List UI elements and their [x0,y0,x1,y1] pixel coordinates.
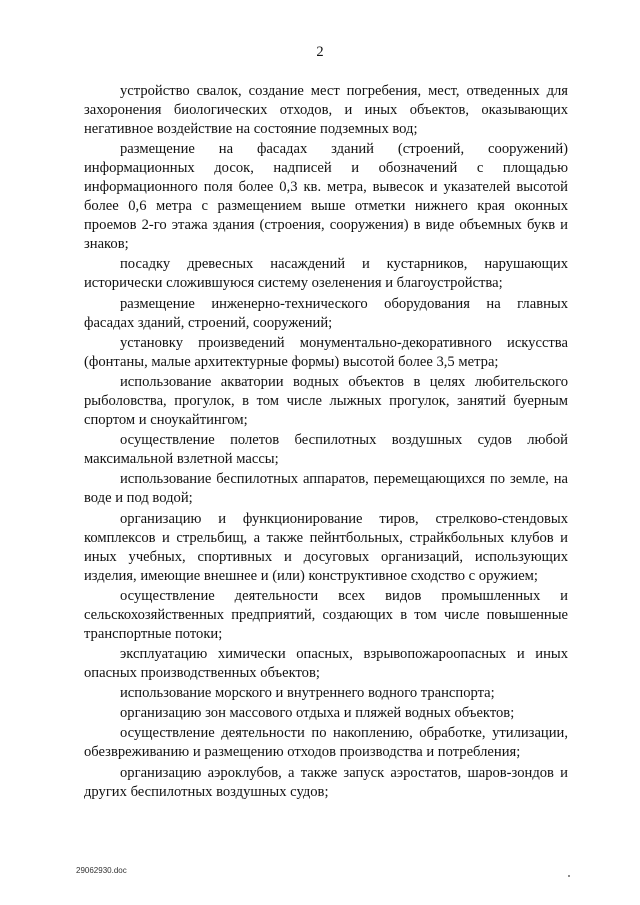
paragraph-2: размещение на фасадах зданий (строений, сооружений) информационных досок, надписей и обозначений с площадью информационного поля более 0,3 кв. метра, вывесок и указателей высотой более 0,6 метра с размещением выше отметки нижнего края оконных проемов 2-го этажа здания (строения, сооружения) в виде объемных букв и знаков; [84,141,568,253]
paragraph-4: размещение инженерно-технического оборудования на главных фасадах зданий, строений, сооружений; [84,295,568,331]
file-name-footer: 29062930.doc [76,866,127,875]
paragraph-1: устройство свалок, создание мест погребения, мест, отведенных для захоронения биологических отходов, и иных объектов, оказывающих негативное воздействие на состояние подземных вод; [84,83,568,137]
paragraph-13: организацию зон массового отдыха и пляжей водных объектов; [120,705,515,722]
scan-dot [568,875,570,877]
paragraph-10: осуществление деятельности всех видов промышленных и сельскохозяйственных предприятий, создающих в том числе повышенные транспортные потоки; [84,587,568,642]
paragraph-7: осуществление полетов беспилотных воздушных судов любой максимальной взлетной массы; [84,432,568,468]
document-body [84,82,568,803]
page-number: 2 [316,44,324,60]
paragraph-8: использование беспилотных аппаратов, перемещающихся по земле, на воде и под водой; [84,471,568,507]
paragraph-9: организацию и функционирование тиров, стрелково-стендовых комплексов и стрельбищ, а также пейнтбольных, страйкбольных клубов и иных учебных, спортивных и досуговых организаций, использующих изделия, имеющие внешнее и (или) конструктивное сходство с оружием; [84,510,568,584]
paragraph-11: эксплуатацию химически опасных, взрывопожароопасных и иных опасных производственных объектов; [84,645,568,681]
paragraph-3: посадку древесных насаждений и кустарников, нарушающих исторически сложившуюся систему озеленения и благоустройства; [84,256,568,292]
paragraph-6: использование акватории водных объектов в целях любительского рыболовства, прогулок, в том числе лыжных прогулок, занятий буерным спортом и сноукайтингом; [84,373,568,428]
paragraph-12: использование морского и внутреннего водного транспорта; [120,685,495,702]
paragraph-14: осуществление деятельности по накоплению, обработке, утилизации, обезвреживанию и размещению отходов производства и потребления; [84,725,568,761]
paragraph-15: организацию аэроклубов, а также запуск аэростатов, шаров-зондов и других беспилотных воздушных судов; [84,764,568,800]
paragraph-5: установку произведений монументально-декоративного искусства (фонтаны, малые архитектурные формы) высотой более 3,5 метра; [84,334,568,370]
